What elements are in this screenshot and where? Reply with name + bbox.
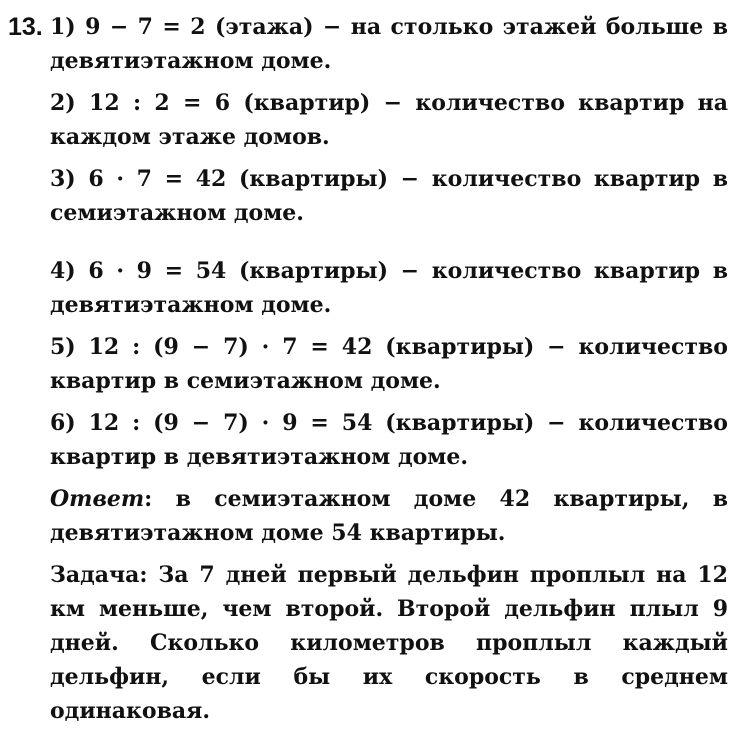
solution-content <box>50 10 728 736</box>
problem-number: 13. <box>8 13 43 41</box>
step-5: 5) 12 : (9 − 7) · 7 = 42 (квартиры) − количество квартир в семиэтажном доме. <box>50 334 728 394</box>
task-text: Задача: За 7 дней первый дельфин проплыл на 12 км меньше, чем второй. Второй дельфин плыл 9 дней. Сколько километров проплыл каждый дельфин, если бы их скорость в среднем одинаковая. <box>50 562 728 724</box>
step-2: 2) 12 : 2 = 6 (квартир) − количество квартир на каждом этаже домов. <box>50 90 728 150</box>
answer-text: : в семиэтажном доме 42 квартиры, в девятиэтажном доме 54 квартиры. <box>50 486 728 546</box>
step-1: 1) 9 − 7 = 2 (этажа) − на столько этажей больше в девятиэтажном доме. <box>50 14 728 74</box>
answer <box>50 482 728 550</box>
step-3: 3) 6 · 7 = 42 (квартиры) − количество квартир в семиэтажном доме. <box>50 166 728 226</box>
step-4: 4) 6 · 9 = 54 (квартиры) − количество квартир в девятиэтажном доме. <box>50 258 728 318</box>
step-6: 6) 12 : (9 − 7) · 9 = 54 (квартиры) − количество квартир в девятиэтажном доме. <box>50 410 728 470</box>
answer-label: Ответ <box>50 486 145 512</box>
